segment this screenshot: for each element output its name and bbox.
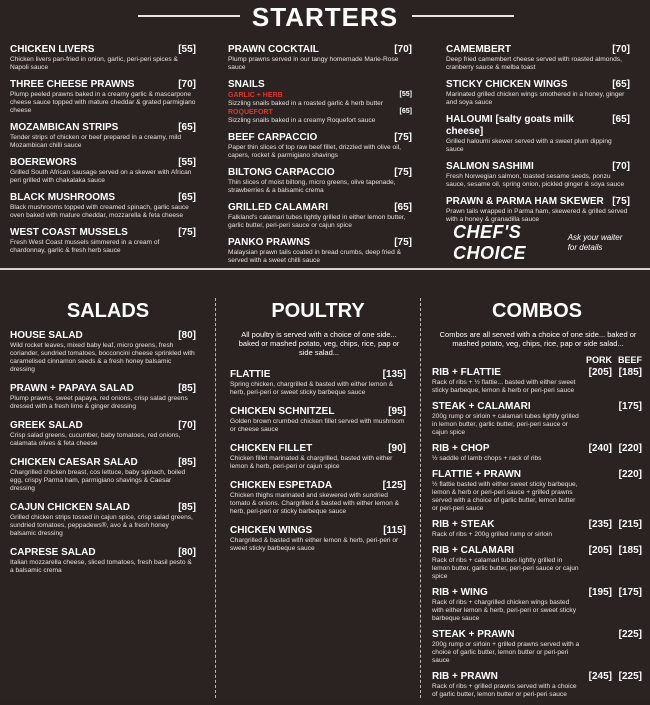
menu-item-price: [75]	[394, 132, 412, 143]
combo-prices	[582, 587, 642, 599]
menu-item	[10, 330, 196, 374]
menu-item-description: Crisp salad greens, cucumber, baby tomatoes, red onions, calamata olives & feta cheese	[10, 432, 181, 447]
menu-item	[446, 196, 630, 224]
combo-price-pork: [235]	[588, 519, 612, 530]
sub-option-price: [55]	[399, 91, 412, 98]
combo-price-beef: [175]	[618, 401, 642, 412]
combo-item-description: 200g rump or sirloin + calamari tubes lightly grilled in lemon butter, garlic butter, peri-peri sauce or cajun spice	[432, 413, 579, 436]
menu-item	[10, 420, 196, 448]
combo-item-header	[432, 671, 642, 683]
menu-item-price: [65]	[612, 79, 630, 90]
combo-price-beef: [225]	[618, 671, 642, 682]
menu-item-description: Spring chicken, chargrilled & basted with either lemon & herb, peri-peri or sweet sticky barbeque sauce	[230, 381, 394, 396]
menu-item-description: Grilled haloumi skewer served with a sweet plum dipping sauce	[446, 138, 612, 153]
menu-item-description: Plump prawns served in our tangy homemade Marie-Rose sauce	[228, 56, 399, 71]
sub-option	[228, 108, 412, 117]
combo-item-header	[432, 443, 642, 455]
menu-item-price: [135]	[382, 369, 406, 380]
menu-item-header	[10, 502, 196, 514]
combo-price-beef: [175]	[618, 587, 642, 598]
combo-price-beef: [225]	[618, 629, 642, 640]
menu-item-price: [125]	[382, 480, 406, 491]
combo-item-name: RIB + CHOP	[432, 443, 490, 454]
starters-column-2	[228, 44, 412, 272]
section-divider	[0, 268, 650, 270]
menu-item-description: Chicken livers pan-fried in onion, garlic, peri-peri spices & Napoli sauce	[10, 56, 178, 71]
combo-item	[432, 671, 642, 699]
sub-option-label: GARLIC + HERB	[228, 92, 283, 99]
poultry-intro: All poultry is served with a choice of one side... baked or mashed potato, veg, chips, rice, pap or side salad...	[238, 330, 400, 357]
menu-item-description: Grilled chicken strips tossed in cajun spice, crisp salad greens, sundried tomatoes, peppadews®, avo & a fresh honey balsamic dressing	[10, 514, 193, 537]
column-separator-1	[215, 298, 216, 698]
menu-item	[446, 161, 630, 189]
combo-item-name: STEAK + CALAMARI	[432, 401, 531, 412]
menu-item-header	[10, 122, 196, 134]
menu-item	[230, 480, 406, 516]
combo-item-description: Rack of ribs + chargrilled chicken wings basted with either lemon & herb, peri-peri or sweet sticky barbeque sauce	[432, 599, 577, 622]
menu-item-header	[228, 132, 412, 144]
menu-item	[446, 114, 630, 154]
menu-item-description: Thin slices of moist biltong, micro greens, olive tapenade, strawberries & a balsamic crema	[228, 179, 396, 194]
combo-item-name: RIB + WING	[432, 587, 488, 598]
sub-option-description: Sizzling snails baked in a creamy Roquefort sauce	[228, 117, 376, 124]
menu-item-header	[230, 406, 406, 418]
menu-item	[10, 227, 196, 255]
menu-item	[228, 44, 412, 72]
menu-item-header	[446, 161, 630, 173]
menu-item-description: Deep fried camembert cheese served with roasted almonds, cranberry sauce & melba toast	[446, 56, 622, 71]
menu-item-name: THREE CHEESE PRAWNS	[10, 79, 135, 90]
combo-prices	[582, 671, 642, 683]
menu-item-header	[446, 196, 630, 208]
menu-item-name: HALOUMI [salty goats milk cheese]	[446, 114, 574, 137]
menu-item-price: [85]	[178, 383, 196, 394]
combo-price-beef: [185]	[618, 545, 642, 556]
menu-item-name: PANKO PRAWNS	[228, 237, 311, 248]
combo-price-pork: [205]	[588, 545, 612, 556]
combo-price-beef: [220]	[618, 443, 642, 454]
menu-item-name: BILTONG CARPACCIO	[228, 167, 335, 178]
combo-item-header	[432, 629, 642, 641]
menu-item-description: Plump peeled prawns baked in a creamy garlic & mascarpone cheese sauce topped with mature cheddar & grated parmigiano cheese	[10, 91, 196, 114]
menu-item-header	[10, 420, 196, 432]
combo-item-description: ½ saddle of lamb chops + rack of ribs	[432, 455, 542, 462]
menu-item-description: Chargrilled chicken breast, cos lettuce, baby spinach, boiled egg, crispy Parma ham, parmigiano shavings & Caesar dressing	[10, 469, 186, 492]
menu-item-name: FLATTIE	[230, 369, 271, 380]
combo-item-name: RIB + STEAK	[432, 519, 495, 530]
poultry-column	[230, 369, 406, 562]
combo-price-beef: [220]	[618, 469, 642, 480]
menu-item-price: [65]	[394, 202, 412, 213]
menu-item-price: [75]	[394, 167, 412, 178]
combo-item-header	[432, 587, 642, 599]
beef-header: BEEF	[617, 355, 642, 365]
combo-price-pork: [245]	[588, 671, 612, 682]
menu-item-name: SNAILS	[228, 79, 265, 90]
menu-item-description: Malaysian prawn tails coated in bread crumbs, deep fried & served with a sweet chilli sauce	[228, 249, 401, 264]
menu-item-price: [80]	[178, 330, 196, 341]
menu-item-description: Fresh West Coast mussels simmered in a cream of chardonnay, garlic & fresh herb sauce	[10, 239, 160, 254]
menu-item-name: BEEF CARPACCIO	[228, 132, 318, 143]
menu-item	[10, 192, 196, 220]
menu-item-name: CHICKEN CAESAR SALAD	[10, 457, 138, 468]
menu-item-price: [70]	[178, 420, 196, 431]
menu-item-description: Paper thin slices of top raw beef fillet, drizzled with olive oil, capers, rocket & parmigiano shavings	[228, 144, 401, 159]
combo-item-description: Rack of ribs + ½ flattie... basted with either sweet sticky barbeque, lemon & herb or peri-peri sauce	[432, 379, 576, 394]
menu-item-header	[228, 202, 412, 214]
menu-item-name: STICKY CHICKEN WINGS	[446, 79, 568, 90]
menu-item-price: [90]	[388, 443, 406, 454]
menu-item-header	[10, 457, 196, 469]
menu-item-description: Black mushrooms topped with creamed spinach, garlic sauce oven baked with mature cheddar, mozzarella & feta cheese	[10, 204, 189, 219]
combo-item-header	[432, 545, 642, 557]
menu-item	[230, 443, 406, 471]
combo-item-name: STEAK + PRAWN	[432, 629, 515, 640]
combo-item-name: RIB + CALAMARI	[432, 545, 514, 556]
combo-item-description: Rack of ribs + calamari tubes lightly grilled in lemon butter, garlic butter, peri-peri sauce or cajun spice	[432, 557, 579, 580]
sub-option-label: ROQUEFORT	[228, 109, 273, 116]
menu-item-name: BLACK MUSHROOMS	[10, 192, 115, 203]
menu-item-name: SALMON SASHIMI	[446, 161, 534, 172]
starters-title: STARTERS	[251, 2, 399, 32]
combo-item	[432, 367, 642, 395]
menu-item-name: GRILLED CALAMARI	[228, 202, 328, 213]
menu-item-price: [70]	[178, 79, 196, 90]
combo-item-header	[432, 519, 642, 531]
combo-item-description: ½ flattie basted with either sweet sticky barbeque, lemon & herb or peri-peri sauce + grilled prawns served with a choice of garlic butter, lemon butter or peri-peri sauce	[432, 481, 578, 512]
menu-item-description: Falkland's calamari tubes lightly grilled in either lemon butter, garlic butter, peri-peri sauce or cajun spice	[228, 214, 406, 229]
menu-item-name: GREEK SALAD	[10, 420, 83, 431]
menu-item-description: Chicken fillet marinated & chargrilled, basted with either lemon & herb, peri-peri or cajun spice	[230, 455, 393, 470]
menu-item-name: CAPRESE SALAD	[10, 547, 96, 558]
menu-item-description: Plump prawns, sweet papaya, red onions, crisp salad greens dressed with a fresh lime & ginger dressing	[10, 395, 188, 410]
menu-item-price: [70]	[394, 44, 412, 55]
combo-price-pork: [205]	[588, 367, 612, 378]
menu-item-price: [85]	[178, 502, 196, 513]
menu-item-header	[228, 167, 412, 179]
menu-item-price: [75]	[178, 227, 196, 238]
menu-item-price: [65]	[178, 192, 196, 203]
menu-item-price: [65]	[178, 122, 196, 133]
menu-item-header	[10, 227, 196, 239]
combo-prices	[582, 469, 642, 481]
menu-item	[230, 406, 406, 434]
menu-item-header	[446, 79, 630, 91]
menu-item	[446, 44, 630, 72]
combo-prices	[582, 519, 642, 531]
combo-item-description: 200g rump or sirloin + grilled prawns served with a choice of garlic butter, lemon butter or peri-peri sauce	[432, 641, 580, 664]
menu-item-header	[10, 44, 196, 56]
menu-item-name: HOUSE SALAD	[10, 330, 83, 341]
combo-price-pork: [195]	[588, 587, 612, 598]
menu-item-header	[10, 192, 196, 204]
menu-item-description: Grilled South African sausage served on a skewer with African peri grilled with chakalaka sauce	[10, 169, 192, 184]
combo-item-header	[432, 367, 642, 379]
menu-item-name: CAMEMBERT	[446, 44, 511, 55]
combo-price-pork	[582, 629, 612, 641]
menu-item-price: [65]	[612, 114, 630, 125]
combo-prices	[582, 629, 642, 641]
menu-item	[228, 132, 412, 160]
combo-item-name: RIB + FLATTIE	[432, 367, 501, 378]
menu-item-name: WEST COAST MUSSELS	[10, 227, 128, 238]
menu-item	[228, 79, 412, 125]
menu-item	[10, 122, 196, 150]
menu-item-name: PRAWN & PARMA HAM SKEWER	[446, 196, 604, 207]
combo-prices	[582, 545, 642, 557]
menu-item-name: CHICKEN LIVERS	[10, 44, 95, 55]
menu-item-price: [75]	[612, 196, 630, 207]
menu-item-header	[230, 443, 406, 455]
menu-item	[10, 383, 196, 411]
combo-price-pork	[582, 401, 612, 413]
combo-item-header	[432, 401, 642, 413]
combo-item-description: Rack of ribs + 200g grilled rump or sirloin	[432, 531, 553, 538]
menu-item-description: Wild rocket leaves, mixed baby leaf, micro greens, fresh coriander, sundried tomatoes, bocconcini cheese sprinkled with caramelised cinnamon seeds & a fresh honey balsamic dressing	[10, 342, 195, 373]
combo-item	[432, 587, 642, 623]
chefs-choice-note: Ask your waiter for details	[567, 233, 623, 252]
menu-item	[446, 79, 630, 107]
menu-item-name: CHICKEN FILLET	[230, 443, 313, 454]
combo-item	[432, 545, 642, 581]
menu-item	[230, 525, 406, 553]
menu-item-description: Golden brown crumbed chicken fillet served with mushroom or cheese sauce	[230, 418, 405, 433]
starters-column-1	[10, 44, 196, 262]
menu-item	[228, 167, 412, 195]
combo-price-pork	[582, 469, 612, 481]
combos-column	[432, 367, 642, 705]
menu-item-header	[10, 330, 196, 342]
chefs-choice	[453, 222, 633, 264]
sub-option-description: Sizzling snails baked in a roasted garlic & herb butter	[228, 100, 384, 107]
poultry-title: POULTRY	[271, 300, 365, 322]
menu-item-header	[228, 237, 412, 249]
combos-title: COMBOS	[492, 300, 582, 322]
combo-item	[432, 401, 642, 437]
combo-prices	[582, 367, 642, 379]
menu-item-price: [115]	[383, 525, 406, 536]
menu-item-header	[230, 480, 406, 492]
menu-item-header	[230, 369, 406, 381]
combo-item-name: FLATTIE + PRAWN	[432, 469, 521, 480]
menu-item	[10, 547, 196, 575]
menu-item-description: Fresh Norwegian salmon, toasted sesame seeds, ponzu sauce, sesame oil, spring onion, pickled ginger & soya sauce	[446, 173, 625, 188]
chefs-choice-title: CHEF'S CHOICE	[453, 222, 527, 263]
combo-price-pork: [240]	[588, 443, 612, 454]
menu-item-header	[446, 114, 630, 138]
combo-item-name: RIB + PRAWN	[432, 671, 498, 682]
menu-item-description: Marinated grilled chicken wings smothered in a honey, ginger and soya sauce	[446, 91, 625, 106]
menu-item-name: CAJUN CHICKEN SALAD	[10, 502, 131, 513]
menu-item-price: [55]	[178, 44, 196, 55]
menu-item-name: MOZAMBICAN STRIPS	[10, 122, 119, 133]
menu-item-price: [85]	[178, 457, 196, 468]
combo-price-beef: [215]	[618, 519, 642, 530]
menu-item-header	[230, 525, 406, 537]
menu-item	[10, 44, 196, 72]
combo-prices	[582, 443, 642, 455]
menu-item-name: CHICKEN WINGS	[230, 525, 313, 536]
combo-item	[432, 469, 642, 513]
menu-item-name: PRAWN + PAPAYA SALAD	[10, 383, 134, 394]
menu-item-description: Italian mozzarella cheese, sliced tomatoes, fresh basil pesto & a balsamic crema	[10, 559, 192, 574]
menu-item	[10, 457, 196, 493]
menu-item	[10, 157, 196, 185]
combo-price-beef: [185]	[618, 367, 642, 378]
combos-price-header	[560, 355, 642, 365]
menu-item-header	[446, 44, 630, 56]
menu-item-header	[228, 44, 412, 56]
menu-item-price: [80]	[178, 547, 196, 558]
salads-column	[10, 330, 196, 584]
menu-item-header	[10, 383, 196, 395]
menu-item	[228, 202, 412, 230]
menu-item-header	[10, 79, 196, 91]
salads-title: SALADS	[66, 300, 150, 322]
combo-prices	[582, 401, 642, 413]
pork-header: PORK	[585, 355, 612, 365]
menu-item-name: PRAWN COCKTAIL	[228, 44, 319, 55]
menu-item-description: Tender strips of chicken or beef prepared in a creamy, mild Mozambican chilli sauce	[10, 134, 182, 149]
combos-intro: Combos are all served with a choice of one side... baked or mashed potato, veg, chips, rice, pap or side salad...	[439, 330, 637, 348]
menu-item	[228, 237, 412, 265]
menu-item-description: Chicken thighs marinated and skewered with sundried tomato & onions. Chargrilled & basted with either lemon & herb, peri-peri or sticky barbeque sauce	[230, 492, 399, 515]
sub-option	[228, 91, 412, 100]
menu-item-name: BOEREWORS	[10, 157, 77, 168]
menu-item	[10, 502, 196, 538]
menu-item-name: CHICKEN ESPETADA	[230, 480, 333, 491]
menu-item-price: [55]	[178, 157, 196, 168]
menu-item-price: [95]	[388, 406, 406, 417]
starters-column-3	[446, 44, 630, 231]
combo-item	[432, 629, 642, 665]
menu-item-header	[10, 157, 196, 169]
column-separator-2	[420, 298, 421, 698]
menu-item	[230, 369, 406, 397]
combo-item	[432, 443, 642, 463]
menu-item-price: [75]	[394, 237, 412, 248]
menu-item-description: Prawn tails wrapped in Parma ham, skewered & grilled served with a honey & granadilla sauce	[446, 208, 628, 223]
sub-option-price: [65]	[399, 108, 412, 115]
menu-item-header	[10, 547, 196, 559]
menu-item-price: [70]	[612, 44, 630, 55]
menu-item-header	[228, 79, 412, 91]
menu-item	[10, 79, 196, 115]
menu-item-description: Chargrilled & basted with either lemon & herb, peri-peri or sweet sticky barbeque sauce	[230, 537, 399, 552]
combo-item-header	[432, 469, 642, 481]
combo-item	[432, 519, 642, 539]
menu-item-name: CHICKEN SCHNITZEL	[230, 406, 335, 417]
combo-item-description: Rack of ribs + grilled prawns served with a choice of garlic butter, lemon butter or peri-peri sauce	[432, 683, 577, 698]
menu-item-price: [70]	[612, 161, 630, 172]
